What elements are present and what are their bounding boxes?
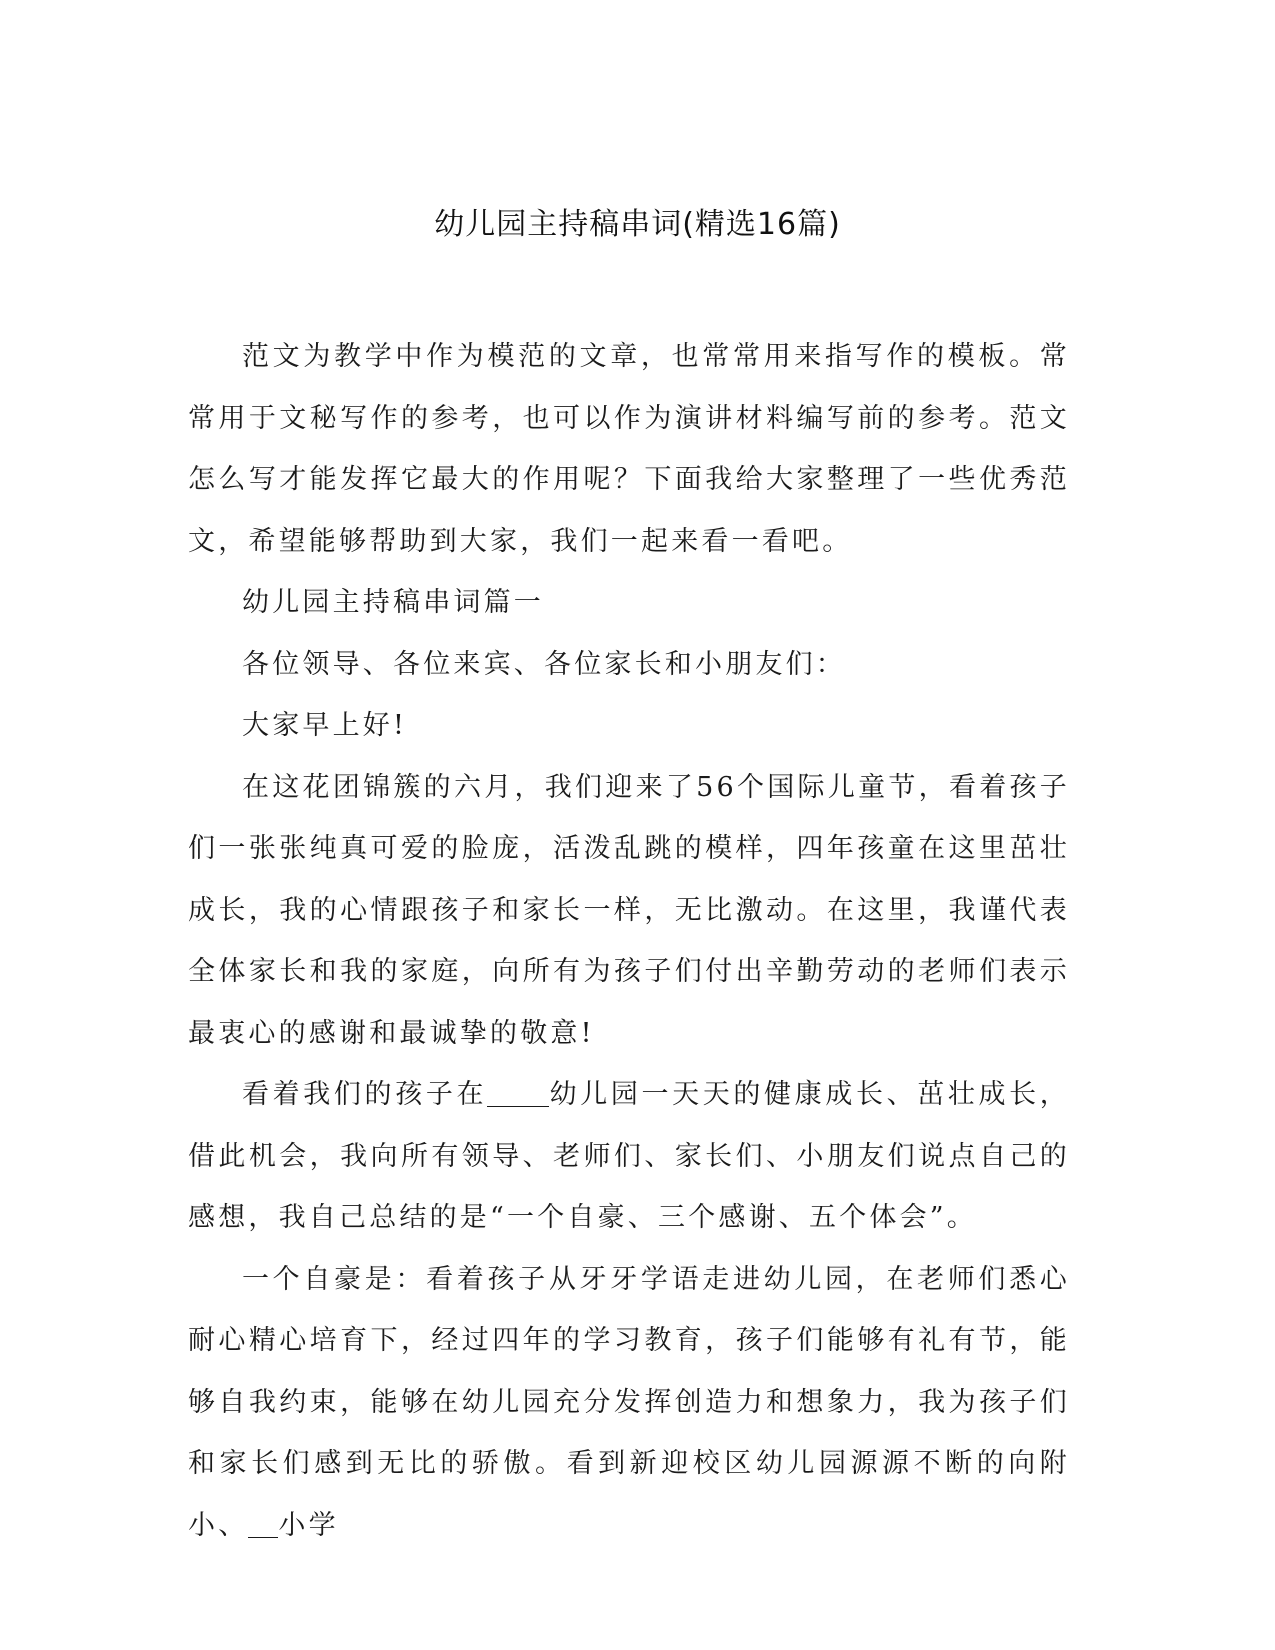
document-title: 幼儿园主持稿串词(精选16篇) <box>434 207 841 242</box>
greeting: 大家早上好! <box>242 710 408 741</box>
paragraph-2-part-a: 看着我们的孩子在 <box>242 1079 488 1110</box>
paragraph-3 <box>188 1249 1070 1557</box>
document-body <box>188 326 1070 1556</box>
paragraph-3-part-a: 一个自豪是：看着孩子从牙牙学语走进幼儿园，在老师们悉心耐心精心培育下，经过四年的学习教育，孩子们能够有礼有节，能够自我约束，能够在幼儿园充分发挥创造力和想象力，我为孩子们和家长们感到无比的骄傲。看到新迎校区幼儿园源源不断的向附小、 <box>188 1263 1070 1541</box>
fill-in-blank <box>487 1079 549 1107</box>
salutation: 各位领导、各位来宾、各位家长和小朋友们： <box>242 648 846 680</box>
paragraph-1: 在这花团锦簇的六月，我们迎来了56个国际儿童节，看着孩子们一张张纯真可爱的脸庞，活泼乱跳的模样，四年孩童在这里茁壮成长，我的心情跟孩子和家长一样，无比激动。在这里，我谨代表全体家长和我的家庭，向所有为孩子们付出辛勤劳动的老师们表示最衷心的感谢和最诚挚的敬意! <box>188 771 1070 1049</box>
paragraph-3-part-b: 小学 <box>278 1509 339 1541</box>
paragraph-2 <box>188 1064 1070 1249</box>
section-heading: 幼儿园主持稿串词篇一 <box>242 587 544 618</box>
fill-in-blank <box>248 1510 278 1538</box>
paragraph-2-part-b: 幼儿园一天天的健康成长、茁壮成长，借此机会，我向所有领导、老师们、家长们、小朋友们说点自己的感想，我自己总结的是“一个自豪、三个感谢、五个体会”。 <box>188 1079 1070 1233</box>
intro-paragraph: 范文为教学中作为模范的文章，也常常用来指写作的模板。常常用于文秘写作的参考，也可以作为演讲材料编写前的参考。范文怎么写才能发挥它最大的作用呢？下面我给大家整理了一些优秀范文，希望能够帮助到大家，我们一起来看一看吧。 <box>188 341 1070 557</box>
